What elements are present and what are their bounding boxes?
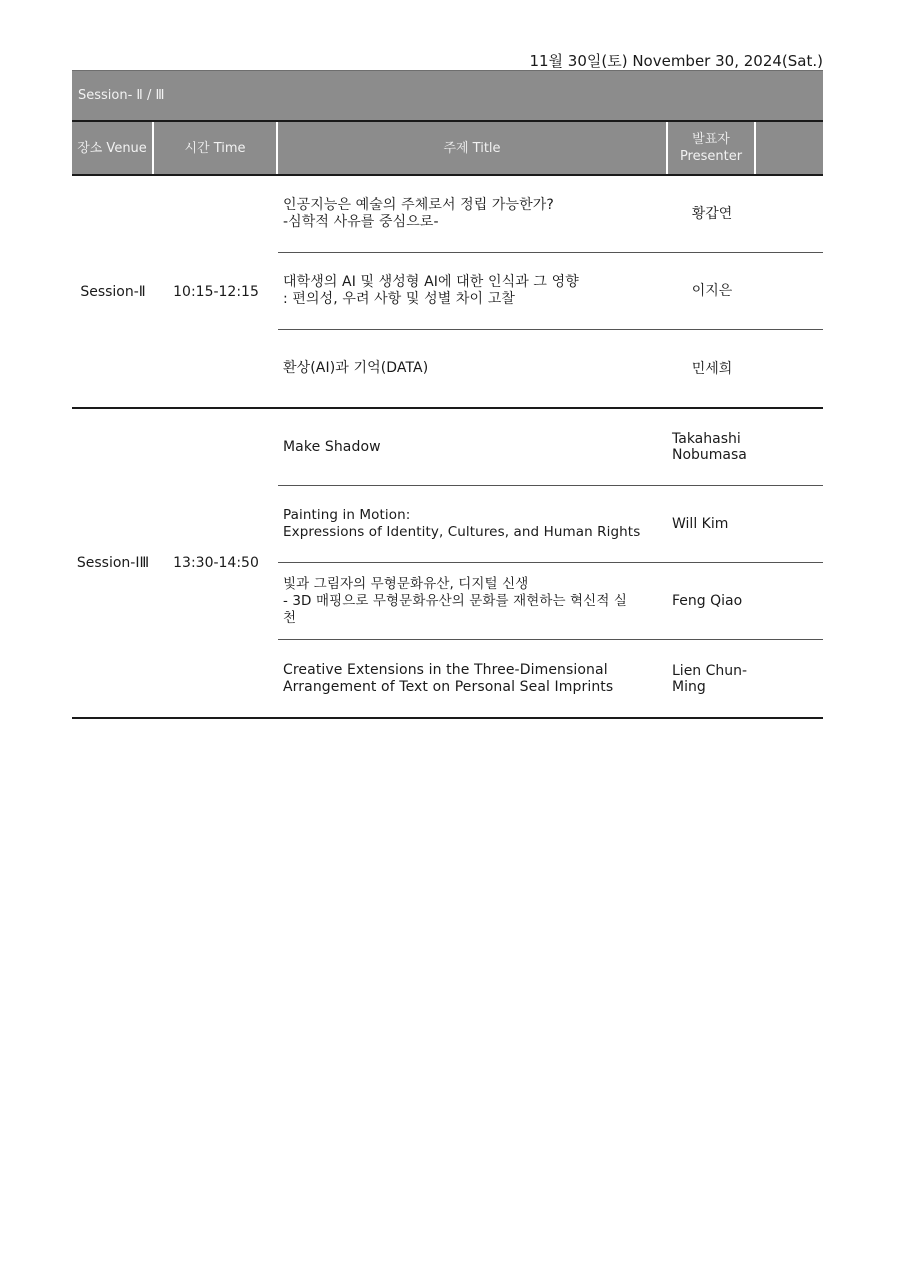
talk-presenter (668, 409, 756, 485)
talk-row (278, 640, 823, 717)
session-talks (278, 409, 823, 717)
talk-title (278, 176, 668, 252)
session-block (72, 409, 823, 719)
presenter-line: 황갑연 (691, 206, 733, 222)
session-talks (278, 176, 823, 407)
header-blank (756, 122, 823, 174)
header-time: 시간 Time (154, 122, 278, 174)
talk-title (278, 486, 668, 562)
talk-presenter (668, 486, 756, 562)
presenter-line: Ming (672, 678, 706, 695)
schedule-table (72, 70, 823, 719)
talk-title (278, 253, 668, 329)
presenter-line: 이지은 (691, 283, 733, 299)
talk-row (278, 409, 823, 486)
talk-title-line: - 3D 매핑으로 무형문화유산의 문화를 재현하는 혁신적 실 (283, 592, 627, 609)
header-presenter-ko: 발표자 (692, 132, 730, 147)
talk-row (278, 486, 823, 563)
talk-row (278, 253, 823, 330)
talk-title-line: 대학생의 AI 및 생성형 AI에 대한 인식과 그 영향 (283, 274, 579, 290)
talk-title-line: 빛과 그림자의 무형문화유산, 디지털 신생 (283, 575, 529, 592)
table-header (72, 122, 823, 176)
header-presenter (668, 122, 756, 174)
header-title: 주제 Title (278, 122, 668, 174)
schedule-date: 11월 30일(토) November 30, 2024(Sat.) (529, 52, 823, 70)
talk-presenter (668, 563, 756, 639)
session-name: Session-Ⅱ (80, 283, 146, 300)
talk-row (278, 330, 823, 407)
talk-title-line: : 편의성, 우려 사항 및 성별 차이 고찰 (283, 291, 515, 307)
presenter-line: Will Kim (672, 516, 729, 532)
presenter-line: Nobumasa (672, 447, 747, 463)
talk-title-line: Make Shadow (283, 438, 381, 455)
talk-row (278, 563, 823, 640)
talk-title-line: Painting in Motion: (283, 507, 411, 523)
session-band-title: Session- Ⅱ / Ⅲ (78, 88, 165, 103)
talk-row (278, 176, 823, 253)
talk-title-line: Expressions of Identity, Cultures, and Human Rights (283, 524, 641, 540)
talk-title (278, 409, 668, 485)
session-name: Session-ⅠⅢ (76, 555, 150, 571)
talk-presenter (668, 253, 756, 329)
talk-title-line: Arrangement of Text on Personal Seal Imprints (283, 678, 614, 695)
talk-title (278, 563, 668, 639)
session-block (72, 176, 823, 409)
talk-title-line: 환상(AI)과 기억(DATA) (283, 360, 429, 376)
talk-title-line: 인공지능은 예술의 주체로서 정립 가능한가? (283, 197, 554, 213)
session-time: 10:15-12:15 (173, 283, 259, 300)
talk-presenter (668, 640, 756, 717)
talk-presenter (668, 330, 756, 407)
presenter-line: Lien Chun- (672, 662, 748, 679)
talk-presenter (668, 176, 756, 252)
header-venue: 장소 Venue (72, 122, 154, 174)
talk-title (278, 330, 668, 407)
presenter-line: Feng Qiao (672, 593, 743, 609)
header-presenter-en: Presenter (679, 149, 743, 164)
session-time: 13:30-14:50 (173, 555, 259, 571)
presenter-line: Takahashi (672, 431, 741, 447)
session-band (72, 70, 823, 122)
talk-title-line: 천 (283, 609, 297, 626)
presenter-line: 민세희 (691, 360, 733, 377)
talk-title-line: -심학적 사유를 중심으로- (283, 214, 439, 230)
talk-title-line: Creative Extensions in the Three-Dimensional (283, 661, 608, 678)
talk-title (278, 640, 668, 717)
